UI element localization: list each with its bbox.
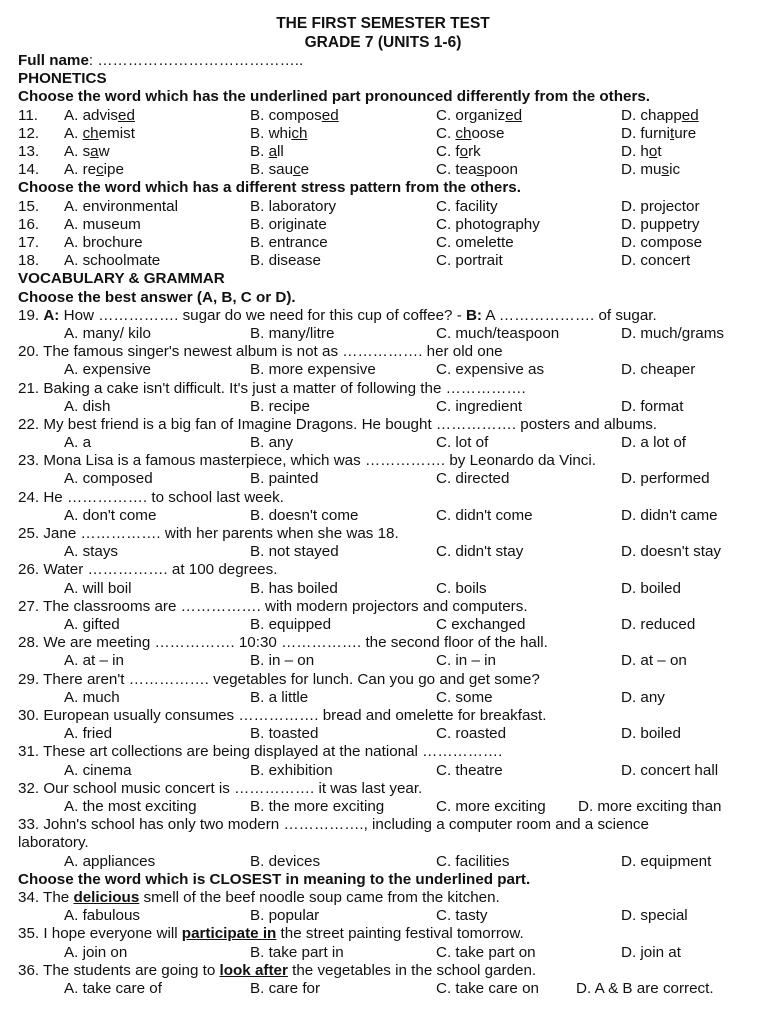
option-d[interactable]: D. any [621,688,665,706]
option-a[interactable]: A. composed [64,470,153,488]
question-options [18,689,738,707]
option-a[interactable]: A. join on [64,943,128,961]
option-b[interactable]: B. any [250,434,294,452]
option-d[interactable]: D. a lot of [621,434,686,452]
option-d[interactable]: D. format [621,397,684,415]
option-c[interactable] [436,107,522,125]
option-b[interactable]: B. popular [250,907,320,925]
option-a[interactable]: A. don't come [64,506,157,524]
question-35-options [18,944,738,962]
option-c[interactable]: C. roasted [436,725,507,743]
question-stem: 23. Mona Lisa is a famous masterpiece, which was ……………. by Leonardo da Vinci. [18,452,596,470]
option-c[interactable]: C. much/teaspoon [436,324,560,342]
underlined-part: c [96,161,104,179]
question-stem: 27. The classrooms are ……………. with modern projectors and computers. [18,597,528,615]
question-options [18,507,738,525]
option-a[interactable]: A. museum [64,215,141,233]
option-b[interactable]: B. care for [250,979,321,997]
test-page [18,14,738,998]
option-a[interactable] [64,161,124,179]
stress-questions [18,198,738,271]
option-a[interactable] [64,143,110,161]
word-part: A. [64,124,83,142]
option-a[interactable]: A. fabulous [64,907,140,925]
underlined-part: o [459,142,469,160]
option-c[interactable]: C. ingredient [436,397,523,415]
option-d[interactable]: D. more exciting than [578,798,722,815]
underlined-part: a [90,142,99,160]
option-a[interactable]: A. environmental [64,197,178,215]
option-d[interactable]: D. cheaper [621,361,696,379]
option-a[interactable]: A. stays [64,543,119,561]
option-b[interactable]: B. recipe [250,397,310,415]
pronunciation-instruction: Choose the word which has the underlined part pronounced differently from the others. [18,88,651,106]
underlined-part: a [268,142,278,160]
question-number: 13. [18,142,40,160]
option-b[interactable]: B. more expensive [250,361,376,379]
option-a[interactable] [64,125,135,143]
question-row [18,234,738,252]
option-c[interactable] [436,143,481,161]
option-a[interactable]: A. brochure [64,233,143,251]
option-b[interactable]: B. many/litre [250,324,335,342]
option-b[interactable]: B. laboratory [250,197,337,215]
phonetics-heading: PHONETICS [18,70,107,88]
option-a[interactable]: A. the most exciting [64,798,197,815]
option-a[interactable]: A. gifted [64,616,120,634]
underlined-part: ch [455,124,472,142]
full-name-dots: : ………………………………….. [88,52,304,69]
question-row [18,198,738,216]
word-part: A. re [64,161,97,179]
option-b[interactable]: B. toasted [250,725,319,743]
option-c[interactable]: C. take part on [436,943,536,961]
question-options [18,398,738,416]
option-a[interactable]: A. take care of [64,979,162,997]
underlined-part: s [476,161,485,179]
question-number: 12. [18,124,40,142]
option-b[interactable]: B. disease [250,252,321,270]
question-options [18,725,738,743]
option-d[interactable]: D. equipment [621,852,712,870]
word-part: C. organiz [436,106,506,124]
option-a[interactable] [64,107,135,125]
option-b[interactable]: B. devices [250,852,321,870]
test-subtitle: GRADE 7 (UNITS 1-6) [304,34,462,51]
question-stem: 21. Baking a cake isn't difficult. It's just a matter of following the ……………. [18,379,526,397]
option-c[interactable]: C. didn't come [436,506,533,524]
option-c[interactable] [436,161,518,179]
question-stem: 30. European usually consumes ……………. bread and omelette for breakfast. [18,707,547,725]
option-d[interactable]: D. much/grams [621,324,724,342]
word-part: emist [98,124,135,142]
word-part: C. tea [436,161,477,179]
question-options [18,652,738,670]
question-number: 15. [18,197,40,215]
option-c[interactable] [436,125,504,143]
word-part: poon [484,161,518,179]
word-part: ll [277,142,284,160]
option-c[interactable]: C. boils [436,579,487,597]
option-b[interactable]: B. in – on [250,652,315,670]
question-options [18,762,738,780]
option-c[interactable]: C exchanged [436,616,526,634]
word-part: C. f [436,142,460,160]
option-a[interactable]: A. cinema [64,761,132,779]
question-stem: 22. My best friend is a big fan of Imagine Dragons. He bought ……………. posters and albums. [18,415,658,433]
option-c[interactable]: C. omelette [436,233,514,251]
word-part: w [98,142,110,160]
question-number: 14. [18,161,40,179]
question-stem: 26. Water ……………. at 100 degrees. [18,561,278,579]
option-a[interactable]: A. schoolmate [64,252,161,270]
option-c[interactable]: C. photography [436,215,540,233]
question-number: 11. [18,106,38,124]
word-part: ipe [103,161,124,179]
closest-instruction: Choose the word which is CLOSEST in meaning to the underlined part. [18,870,531,888]
question-options [18,543,738,561]
question-33: 33. John's school has only two modern ……………., including a computer room and a science [18,816,649,834]
option-d[interactable]: D. didn't came [621,506,718,524]
question-34: 34. The delicious smell of the beef noodle soup came from the kitchen. [18,888,500,906]
option-d[interactable]: D. special [621,907,688,925]
question-36: 36. The students are going to look after the vegetables in the school garden. [18,961,537,979]
option-b[interactable]: B. equipped [250,616,332,634]
option-b[interactable]: B. not stayed [250,543,339,561]
word-part: A. s [64,142,91,160]
option-c[interactable]: C. theatre [436,761,503,779]
word-part: B. [250,142,269,160]
underlined-part: s [661,161,670,179]
option-b[interactable]: B. doesn't come [250,506,359,524]
option-d[interactable] [621,125,696,143]
underlined-part: ed [681,106,699,124]
word-part: ure [674,124,697,142]
word-part: C. [436,124,456,142]
question-options [18,361,738,379]
option-b[interactable]: B. entrance [250,233,328,251]
option-c[interactable]: C. lot of [436,434,489,452]
question-options [18,470,738,488]
full-name-label: Full name [18,52,89,69]
question-options [18,798,738,816]
question-options [18,616,738,634]
option-b[interactable]: B. a little [250,688,309,706]
question-36-options [18,980,738,998]
word-part: t [657,142,662,160]
option-b[interactable]: B. the more exciting [250,798,385,815]
stress-instruction: Choose the word which has a different stress pattern from the others. [18,179,521,197]
question-33-options [18,853,738,871]
option-b[interactable] [250,143,284,161]
option-a[interactable]: A. fried [64,725,113,743]
option-a[interactable]: A. many/ kilo [64,324,151,342]
question-stem: 31. These art collections are being displayed at the national ……………. [18,743,503,761]
word-part: D. h [621,142,649,160]
option-a[interactable]: A. expensive [64,361,151,379]
underlined-part: o [648,142,658,160]
question-row [18,107,738,125]
option-d[interactable]: D. performed [621,470,710,488]
question-options [18,580,738,598]
option-d[interactable] [621,107,699,125]
option-c[interactable]: C. take care on [436,979,539,997]
question-stem: 25. Jane ……………. with her parents when she was 18. [18,525,399,543]
option-b[interactable]: B. has boiled [250,579,338,597]
question-options [18,434,738,452]
question-number: 16. [18,215,40,233]
option-a[interactable]: A. dish [64,397,111,415]
option-c[interactable]: C. in – in [436,652,496,670]
option-c[interactable]: C. tasty [436,907,488,925]
option-d[interactable]: D. puppetry [621,215,700,233]
question-number: 18. [18,252,40,270]
question-row [18,125,738,143]
option-c[interactable]: C. more exciting [436,798,546,815]
option-b[interactable] [250,107,339,125]
word-part: rk [468,142,481,160]
underlined-part: t [669,124,675,142]
underlined-part: ch [291,124,308,142]
option-d[interactable]: D. reduced [621,616,696,634]
word-part: B. sau [250,161,294,179]
option-b[interactable]: B. exhibition [250,761,333,779]
question-row [18,216,738,234]
question-stem: 24. He ……………. to school last week. [18,488,284,506]
option-c[interactable]: C. facility [436,197,498,215]
option-d[interactable]: D. join at [621,943,681,961]
vocab-heading: VOCABULARY & GRAMMAR [18,270,225,288]
question-stem: 20. The famous singer's newest album is not as ……………. her old one [18,343,503,361]
option-c[interactable]: C. some [436,688,493,706]
underlined-part: ch [82,124,99,142]
word-part: D. mu [621,161,662,179]
underlined-part: ed [505,106,523,124]
word-part: D. furni [621,124,670,142]
option-d[interactable]: D. doesn't stay [621,543,721,561]
word-part: B. compos [250,106,322,124]
underlined-part: c [293,161,301,179]
question-number: 17. [18,233,40,251]
option-b[interactable] [250,161,309,179]
question-stem: 28. We are meeting ……………. 10:30 ……………. the second floor of the hall. [18,634,548,652]
underlined-part: ed [321,106,339,124]
word-part: ic [669,161,681,179]
option-d[interactable]: D. concert hall [621,761,719,779]
vocab-questions [18,325,738,816]
option-b[interactable]: B. take part in [250,943,344,961]
question-options [18,325,738,343]
option-b[interactable] [250,125,307,143]
question-35: 35. I hope everyone will participate in the street painting festival tomorrow. [18,925,524,943]
word-part: oose [471,124,505,142]
vocab-instruction: Choose the best answer (A, B, C or D). [18,288,296,306]
pronunciation-questions [18,107,738,180]
option-d[interactable]: D. at – on [621,652,687,670]
option-a[interactable]: A. appliances [64,852,156,870]
option-b[interactable]: B. originate [250,215,327,233]
question-stem: 29. There aren't ……………. vegetables for lunch. Can you go and get some? [18,670,540,688]
option-a[interactable]: A. a [64,434,92,452]
question-row [18,161,738,179]
full-name-line [18,52,738,70]
test-title: THE FIRST SEMESTER TEST [276,15,490,32]
option-c[interactable]: C. facilities [436,852,510,870]
question-row [18,143,738,161]
word-part: B. whi [250,124,292,142]
option-d[interactable]: D. boiled [621,579,681,597]
option-a[interactable]: A. at – in [64,652,124,670]
option-d[interactable]: D. concert [621,252,691,270]
option-d[interactable]: D. compose [621,233,703,251]
question-19: 19. A: How ……………. sugar do we need for this cup of coffee? - B: A ………………. of sugar. [18,306,657,324]
question-34-options [18,907,738,925]
question-33-cont: laboratory. [18,834,89,852]
option-c[interactable]: C. didn't stay [436,543,524,561]
option-c[interactable]: C. expensive as [436,361,545,379]
option-d[interactable]: D. projector [621,197,700,215]
option-d[interactable] [621,161,680,179]
option-d[interactable]: D. boiled [621,725,681,743]
question-row [18,252,738,270]
option-c[interactable]: C. directed [436,470,510,488]
option-d[interactable]: D. A & B are correct. [576,979,714,997]
option-a[interactable]: A. much [64,688,120,706]
word-part: D. chapp [621,106,682,124]
option-b[interactable]: B. painted [250,470,319,488]
option-a[interactable]: A. will boil [64,579,132,597]
word-part: A. advis [64,106,119,124]
word-part: e [300,161,310,179]
question-stem: 32. Our school music concert is ……………. it was last year. [18,779,423,797]
underlined-part: ed [118,106,135,124]
option-d[interactable] [621,143,662,161]
option-c[interactable]: C. portrait [436,252,503,270]
